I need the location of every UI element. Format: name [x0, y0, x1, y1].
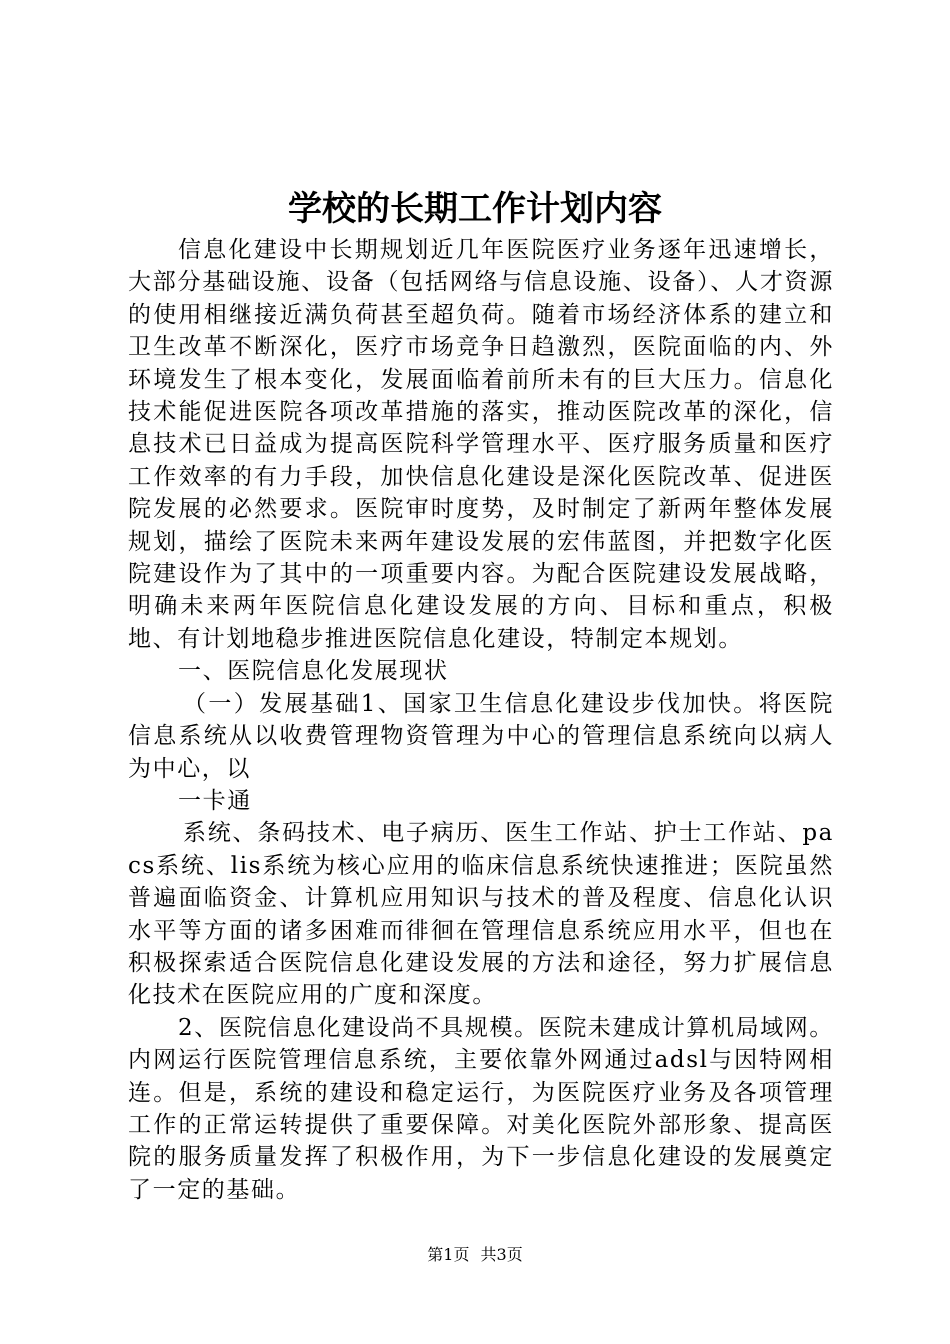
paragraph-card: 一卡通: [178, 787, 252, 814]
document-body: [128, 234, 834, 1206]
paragraph-foundation: （一）发展基础1、国家卫生信息化建设步伐加快。将医院信息系统从以收费管理物资管理为中心的管理信息系统向以病人为中心，以: [128, 690, 834, 782]
page-total: 共3页: [480, 1245, 523, 1264]
page-footer: [0, 1244, 950, 1266]
section-heading-status: 一、医院信息化发展现状: [178, 658, 449, 685]
document-title: 学校的长期工作计划内容: [288, 189, 662, 229]
paragraph-scale: 2、医院信息化建设尚不具规模。医院未建成计算机局域网。内网运行医院管理信息系统，主要依靠外网通过adsl与因特网相连。但是，系统的建设和稳定运行，为医院医疗业务及各项管理工作的正常运转提供了重要保障。对美化医院外部形象、提高医院的服务质量发挥了积极作用，为下一步信息化建设的发展奠定了一定的基础。: [128, 1014, 834, 1203]
paragraph-systems: 系统、条码技术、电子病历、医生工作站、护士工作站、pacs系统、lis系统为核心应用的临床信息系统快速推进；医院虽然普遍面临资金、计算机应用知识与技术的普及程度、信息化认识水平等方面的诸多困难而徘徊在管理信息系统应用水平，但也在积极探索适合医院信息化建设发展的方法和途径，努力扩展信息化技术在医院应用的广度和深度。: [128, 820, 834, 1009]
page-number: 第1页: [427, 1245, 470, 1264]
paragraph-intro: 信息化建设中长期规划近几年医院医疗业务逐年迅速增长，大部分基础设施、设备（包括网络与信息设施、设备）、人才资源的使用相继接近满负荷甚至超负荷。随着市场经济体系的建立和卫生改革不断深化，医疗市场竞争日趋激烈，医院面临的内、外环境发生了根本变化，发展面临着前所未有的巨大压力。信息化技术能促进医院各项改革措施的落实，推动医院改革的深化，信息技术已日益成为提高医院科学管理水平、医疗服务质量和医疗工作效率的有力手段，加快信息化建设是深化医院改革、促进医院发展的必然要求。医院审时度势，及时制定了新两年整体发展规划，描绘了医院未来两年建设发展的宏伟蓝图，并把数字化医院建设作为了其中的一项重要内容。为配合医院建设发展战略，明确未来两年医院信息化建设发展的方向、目标和重点，积极地、有计划地稳步推进医院信息化建设，特制定本规划。: [128, 237, 834, 652]
